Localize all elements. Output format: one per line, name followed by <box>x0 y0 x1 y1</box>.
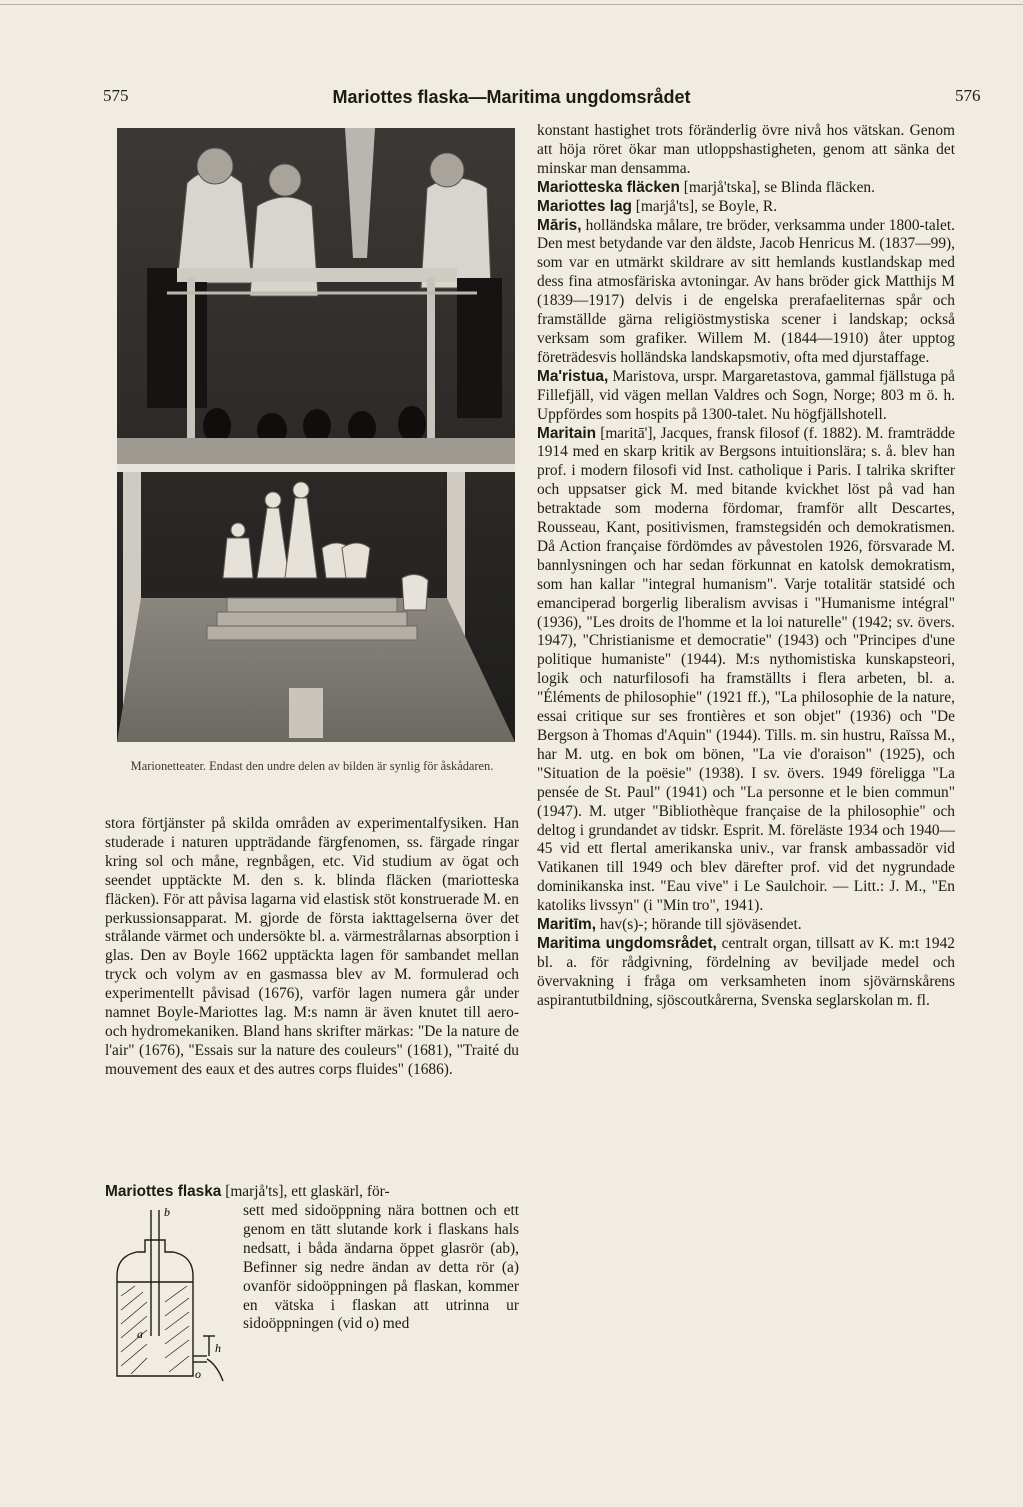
page-number-left: 575 <box>103 86 129 105</box>
entry-mariottes-lag <box>537 198 955 217</box>
entry-maris <box>537 217 955 368</box>
right-column-text <box>537 122 955 1011</box>
entry-text: [maritā'], Jacques, fransk filosof (f. 1882). M. framträdde 1914 med en skarp kritik av Bergsons intuitionslära; s. å. blev han prof. i modern filosofi vid Inst. catholique i Paris. I talrika skrifter och uppsatser gick M. med bitande kvickhet löst på vad han betraktade som moderna fördomar, framför allt Descartes, Rousseau, Kant, positivismen, framstegsidén och demokratismen. Då Action française fördömdes av påvestolen 1926, försvarade M. bannlysningen och har sedan förkunnat en katolsk demokratism, som han kallar "integral humanism". Varje totalitär statsidé och emanciperad borgerlig liberalism avvisas i "Humanisme intégral" (1936), "Les droits de l'homme et la loi naturelle" (1942; sv. övers. 1947), "Christianisme et democratie" (1943) och "Principes d'une politique humaniste" (1944). M:s nythomistiska kunskapsteori, logik och naturfilosofi ha framställts i flera arbeten, bl. a. "Éléments de philosophie" (1921 ff.), "La philosophie de la nature, essai critique sur ses frontières et son objet" (1936) och "De Bergson à Thomas d'Aquin" (1944). Tills. m. sin hustru, Raïssa M., har M. utg. en bok om bönen, "La vie d'oraison" (1925), och "Situation de la poësie" (1938). I sv. övers. 1949 föreligga "La pensée de St. Paul" (1941) och "La personne et le bien commun" (1947). M. utger "Bibliothèque française de la philosophie" och deltog i grundandet av tidskr. Esprit. M. föreläste 1934 och 1940—45 vid ett flertal amerikanska univ., var fransk ambassadör vid Vatikanen till 1949 och blev därefter prof. vid det nygrundade dominikanska inst. "Eau vive" i Le Saulchoir. — Litt.: J. M., "En katoliks livssyn" (i "Min tro", 1941). <box>537 424 955 915</box>
entry-text: centralt organ, tillsatt av K. m:t 1942 bl. a. för rådgivning, fördelning av beviljade medel och övervakning i fråga om verksamheten inom sjövärnskårens aspirantutbildning, sjöscoutkårerna, Svenska seglarskolan m. fl. <box>537 934 955 1009</box>
running-title: Mariottes flaska—Maritima ungdomsrådet <box>332 87 691 107</box>
entry-text: Maristova, urspr. Margaretastova, gammal fjällstuga på Fillefjäll, vid vägen mellan Valdres och Sogn, Norge; 803 m ö. h. Uppfördes som hospits på 1300-talet. Nu högfjällshotell. <box>537 367 955 423</box>
mariotte-bottle-diagram <box>107 1206 237 1386</box>
left-column-text <box>105 815 519 1080</box>
marionette-theatre-photo <box>117 128 515 742</box>
page-number-right: 576 <box>955 86 981 105</box>
diagram-label-o: o <box>195 1367 201 1381</box>
headword: Maritain <box>537 424 597 442</box>
entry-maritima-ungdomsradet <box>537 935 955 1011</box>
headword: Maritīm, <box>537 916 597 934</box>
figure-caption: Marionetteater. Endast den undre delen av bilden är synlig för åskådaren. <box>130 759 494 773</box>
headword: Mariottes lag <box>537 197 632 215</box>
entry-head-text: [marjå'ts], ett glaskärl, för- <box>221 1183 390 1200</box>
entry-text: konstant hastighet trots föränderlig övre nivå hos vätskan. Genom att höja röret ökar man utloppshastigheten, genom att sänka det minskar man densamma. <box>537 122 955 177</box>
diagram-label-h: h <box>215 1341 221 1355</box>
diagram-label-a: a <box>137 1327 143 1341</box>
entry-maristua <box>537 368 955 425</box>
boyle-mariotte-paragraph: stora förtjänster på skilda områden av experimentalfysiken. Han studerade i naturen uppträdande färgfenomen, ss. färgade ringar kring sol och måne, regnbågen, etc. Vid studium av ögat och seendet upptäckte M. den s. k. blinda fläcken (mariotteska fläcken). För att påvisa lagarna vid elastisk stöt konstruerade M. en perkussionsapparat. M. gjorde de första iakttagelserna över det strålande värmet och undersökte bl. a. värmestrålarnas absorption i glas. Den av Boyle 1662 upptäckta lagen för sambandet mellan tryck och volym av en gasmassa blev av M. formulerad och experimentellt påvisad (1676), varför lagen numera går under namnet Boyle-Mariottes lag. M:s namn är även knutet till aero- och hydromekaniken. Bland hans skrifter märkas: "De la nature de l'air" (1676), "Essais sur la nature des couleurs" (1681), "Traité du mouvement des eaux et des autres corps fluides" (1686). <box>105 815 519 1078</box>
headword: Mariotteska fläcken <box>537 178 680 196</box>
entry-text: [marjå'ts], se Boyle, R. <box>631 197 778 215</box>
entry-mariotteska-flacken <box>537 179 955 198</box>
headword: Ma'ristua, <box>537 367 609 385</box>
headword-mariottes-flaska: Mariottes flaska <box>105 1183 222 1200</box>
entry-continuation <box>537 122 955 179</box>
headword: Māris, <box>537 216 582 234</box>
diagram-label-b: b <box>164 1206 170 1219</box>
entry-text: [marjå'tska], se Blinda fläcken. <box>679 178 875 196</box>
entry-mariottes-flaska-body: sett med sidoöppning nära bottnen och ett genom en tätt slutande kork i flaskans hals nedsatt, i båda ändarna öppet glasrör (ab), Befinner sig nedre ändan av detta rör (a) ovanför sidoöppningen på flaskan, kommer en vätska i flaskan att utrinna ur sidoöppningen (vid o) med <box>243 1202 519 1333</box>
entry-maritim <box>537 916 955 935</box>
entry-text: holländska målare, tre bröder, verksamma under 1800-talet. Den mest betydande var den äldste, Jacob Henricus M. (1837—99), som var en utmärkt skildrare av sitt hemlands kustlandskap med dess fina atmosfäriska avtoningar. Av hans bröder gick Matthijs M (1839—1917) delvis i de engelska prerafaeliternas spår och framställde gärna religiöstmystiska scener i landskap; också verksam som grafiker. Willem M. (1844—1910) åter upptog företrädesvis holländska landskapsmotiv, ofta med djurstaffage. <box>537 216 955 366</box>
entry-maritain <box>537 425 955 917</box>
top-rule <box>0 4 1023 5</box>
entry-mariottes-flaska-head <box>105 1183 519 1202</box>
headword: Maritima ungdomsrådet, <box>537 934 717 952</box>
entry-text: hav(s)-; hörande till sjöväsendet. <box>596 916 802 934</box>
